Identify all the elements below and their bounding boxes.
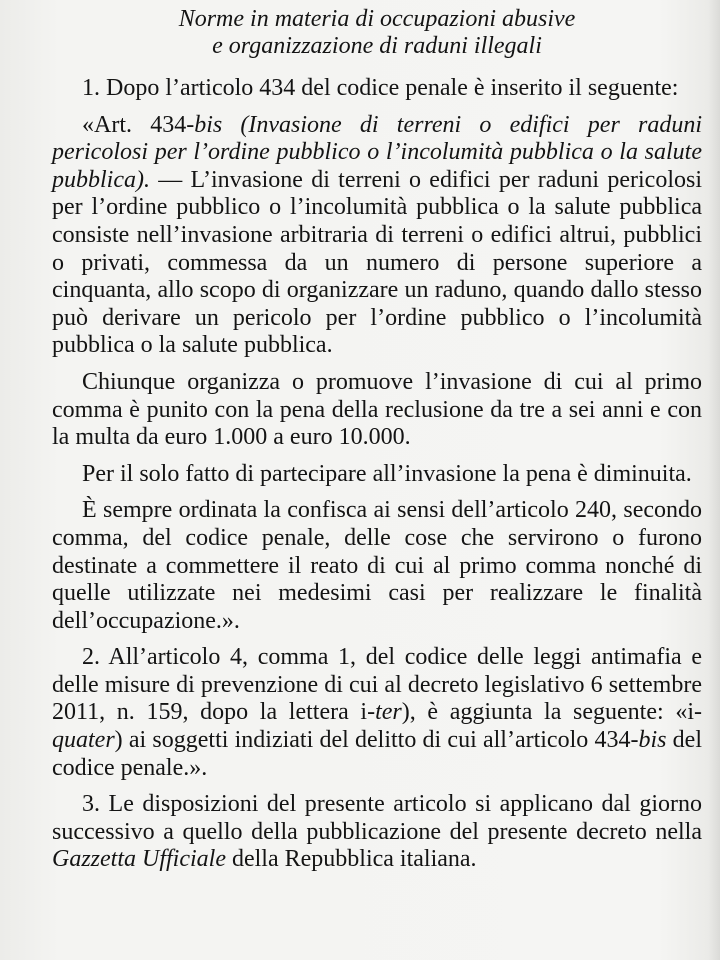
article-body [52, 75, 702, 874]
paragraph-participation: Per il solo fatto di partecipare all’invasione la pena è diminuita. [82, 460, 692, 487]
p3-part-b: della Repubblica italiana. [225, 846, 477, 873]
paragraph-art-434-bis [52, 112, 702, 360]
section-title-line-2: e organizzazione di raduni illegali [212, 33, 542, 59]
p2-quater: quater [52, 727, 115, 754]
paragraph-2 [52, 644, 702, 782]
p2-ter: ter [375, 699, 402, 726]
paragraph-1: 1. Dopo l’articolo 434 del codice penale è inserito il seguente: [82, 75, 679, 101]
p2-bis: bis [638, 727, 667, 754]
art-bis: bis [194, 111, 223, 138]
section-title-line-1: Norme in materia di occupazioni abusive [178, 6, 576, 32]
p2-part-d: del codice penale.». [52, 727, 703, 781]
page-edge-shadow [708, 0, 720, 960]
p2-part-a: 2. All’articolo 4, comma 1, del codice delle leggi antimafia e delle misure di prevenzione di cui al decreto legislativo 6 settembre 2011, n. 159, dopo la lettera i- [52, 644, 702, 726]
paragraph-penalty: Chiunque organizza o promuove l’invasione di cui al primo comma è punito con la pena della reclusione da tre a sei anni e con la multa da euro 1.000 a euro 10.000. [52, 368, 702, 451]
section-title [52, 6, 702, 60]
p2-part-b: ), è aggiunta la seguente: «i- [401, 699, 703, 726]
p3-part-a: 3. Le disposizioni del presente articolo si applicano dal giorno successivo a quello della pubblicazione del presente decreto nella [52, 791, 702, 845]
art-definition: — L’invasione di terreni o edifici per raduni pericolosi per l’ordine pubblico o l’incolumità pubblica o la salute pubblica consiste nell’invasione arbitraria di terreni o edifici altrui, pubblici o privati, commessa da un numero di persone superiore a cinquanta, allo scopo di organizzare un raduno, quando dallo stesso può derivare un pericolo per l’ordine pubblico o l’incolumità pubblica o la salute pubblica. [52, 166, 702, 359]
art-open: «Art. 434- [82, 111, 195, 138]
p2-part-c: ) ai soggetti indiziati del delitto di cui all’articolo 434- [114, 727, 639, 754]
gazzetta-ufficiale: Gazzetta Ufficiale [52, 846, 226, 873]
paragraph-3 [52, 791, 702, 874]
paragraph-confiscation: È sempre ordinata la confisca ai sensi dell’articolo 240, secondo comma, del codice penale, delle cose che servirono o furono destinate a commettere il reato di cui al primo comma nonché di quelle utilizzate nei medesimi casi per realizzare le finalità dell’occupazione.». [52, 497, 702, 634]
art-heading: (Invasione di terreni o edifici per raduni pericolosi per l’ordine pubblico o l’incolumità pubblica o la salute pubblica). [52, 111, 702, 193]
